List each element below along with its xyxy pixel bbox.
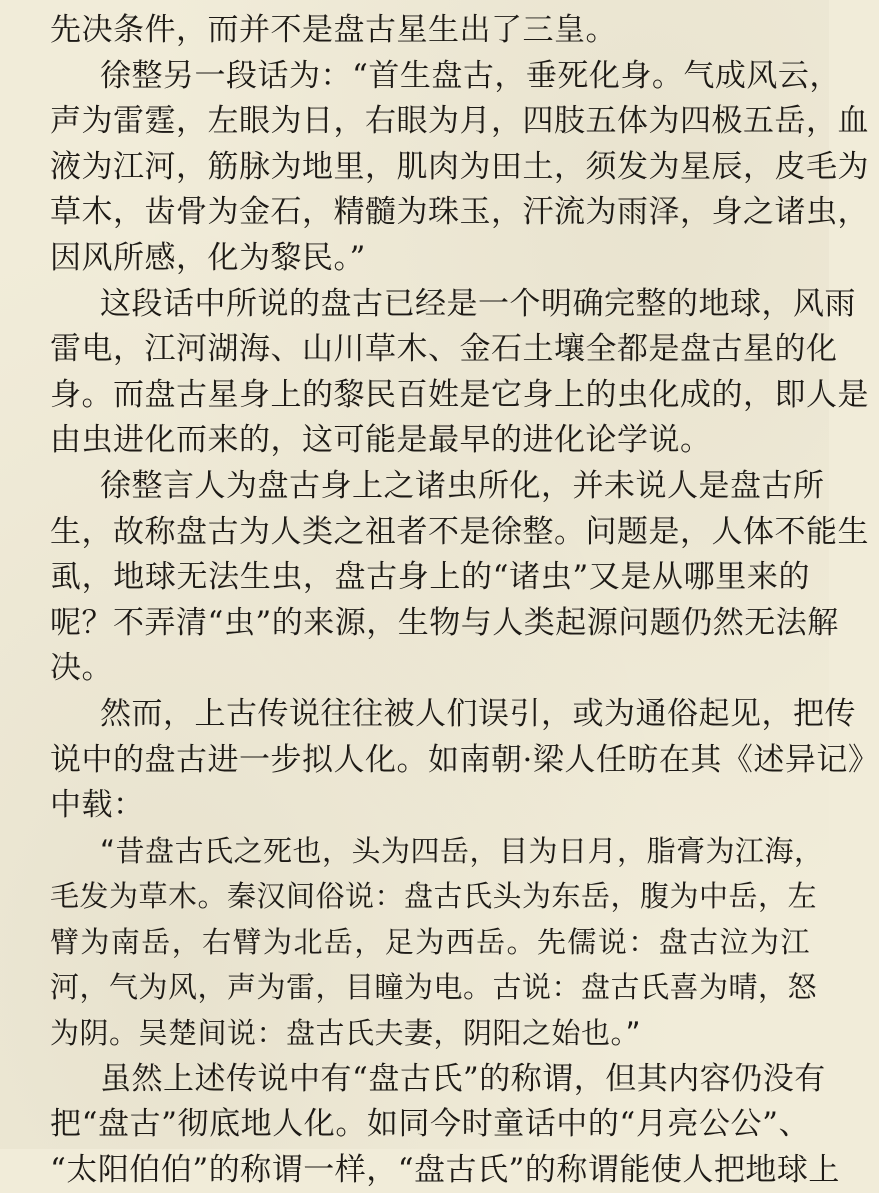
quote-line: 为阴。吴楚间说：盘古氏夫妻，阴阳之始也。” [50,1016,642,1051]
text-line: 声为雷霆，左眼为日，右眼为月，四肢五体为四极五岳，血 [50,103,869,140]
text-line: 中载： [50,787,145,824]
quote-line: 臂为南岳，右臂为北岳，足为西岳。先儒说：盘古泣为江 [50,924,810,959]
block-quote [50,829,824,1057]
text-line: 决。 [50,650,113,687]
paragraph-6 [50,1057,840,1193]
text-line: 草木，齿骨为金石，精髓为珠玉，汗流为雨泽，身之诸虫， [50,194,869,231]
paragraph-5 [50,692,879,829]
text-line: 雷电，江河湖海、山川草木、金石土壤全都是盘古星的化 [50,331,838,368]
text-line: 因风所感，化为黎民。” [50,239,366,276]
text-line: 把“盘古”彻底地人化。如同今时童话中的“月亮公公”、 [50,1106,810,1143]
paragraph-1 [50,8,810,54]
text-line: 身。而盘古星身上的黎民百姓是它身上的虫化成的，即人是 [50,376,869,413]
paragraph-2 [50,54,869,282]
text-line: 液为江河，筋脉为地里，肌肉为田土，须发为星辰，皮毛为 [50,148,869,185]
text-line: 徐整另一段话为：“首生盘古，垂死化身。气成风云， [100,57,841,94]
text-line: 然而，上古传说往往被人们误引，或为通俗起见，把传 [100,695,856,732]
text-line: 先决条件，而并不是盘古星生出了三皇。 [50,12,617,48]
text-line: 说中的盘古进一步拟人化。如南朝·梁人任昉在其《述异记》 [50,741,879,778]
paragraph-4 [50,464,869,692]
paragraph-3 [50,282,869,464]
text-line: 这段话中所说的盘古已经是一个明确完整的地球，风雨 [100,285,856,322]
text-line: 生，故称盘古为人类之祖者不是徐整。问题是，人体不能生 [50,513,869,550]
text-line: 由虫进化而来的，这可能是最早的进化论学说。 [50,422,712,459]
text-line: 虽然上述传说中有“盘古氏”的称谓，但其内容仍没有 [100,1060,826,1097]
quote-line: 毛发为草木。秦汉间俗说：盘古氏头为东岳，腹为中岳，左 [50,879,818,914]
quote-line: “昔盘古氏之死也，头为四岳，目为日月，脂膏为江海， [100,833,824,868]
text-line: “太阳伯伯”的称谓一样，“盘古氏”的称谓能使人把地球上 [50,1151,840,1188]
text-line: 呢？不弄清“虫”的来源，生物与人类起源问题仍然无法解 [50,604,839,641]
body-text [50,8,879,1193]
quote-line: 河，气为风，声为雷，目瞳为电。古说：盘古氏喜为晴，怒 [50,970,818,1005]
text-line: 徐整言人为盘古身上之诸虫所化，并未说人是盘古所 [100,467,825,504]
text-line: 虱，地球无法生虫，盘古身上的“诸虫”又是从哪里来的 [50,559,810,596]
